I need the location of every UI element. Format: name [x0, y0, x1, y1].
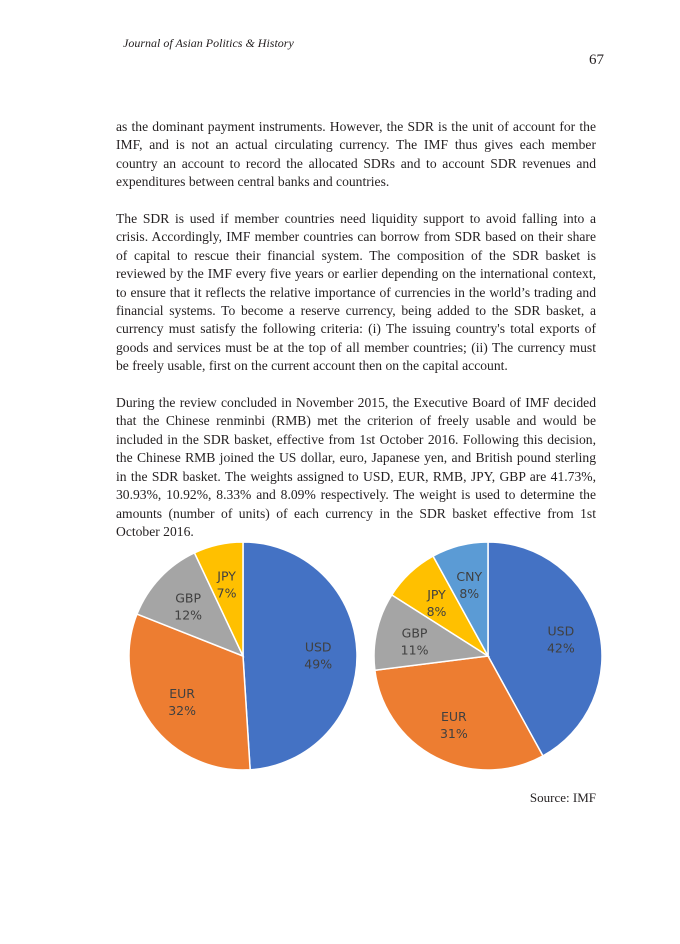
page-number: 67 — [589, 52, 604, 68]
slice-value-eur: 32% — [168, 703, 197, 719]
pie-slice-usd — [243, 542, 357, 770]
slice-value-eur: 31% — [439, 726, 468, 742]
running-head: Journal of Asian Politics & History — [123, 36, 294, 50]
paragraph: The SDR is used if member countries need liquidity support to avoid falling into a crisis. Accordingly, IMF member countries can borrow from SDR based on their share of capital to rescue their financial system. The composition of the SDR basket is reviewed by the IMF every five years or earlier depending on the international context, to ensure that it reflects the relative importance of currencies in the world’s trading and financial systems. To become a reserve currency, being added to the SDR basket, a currency must satisfy the following criteria: (i) The issuing country's total exports of goods and services must be at the top of all member countries; (ii) The currency must be freely usable, first on the current account then on the capital account. — [116, 211, 596, 374]
slice-value-gbp: 11% — [400, 642, 429, 658]
slice-label-eur: EUR — [440, 709, 467, 725]
slice-label-usd: USD — [547, 623, 575, 639]
slice-label-eur: EUR — [169, 686, 195, 702]
slice-label-jpy: JPY — [427, 587, 446, 603]
article-body — [116, 118, 596, 560]
slice-label-gbp: GBP — [175, 590, 202, 606]
slice-value-usd: 42% — [546, 640, 575, 656]
slice-value-gbp: 12% — [174, 607, 203, 623]
slice-value-cny: 8% — [459, 586, 480, 602]
slice-label-usd: USD — [304, 639, 332, 655]
sdr-basket-figure — [116, 530, 606, 780]
paragraph: as the dominant payment instruments. However, the SDR is the unit of account for the IMF, and is not an actual circulating currency. The IMF thus gives each member country an account to record the allocated SDRs and to account SDR revenues and expenditures between central banks and countries. — [116, 119, 596, 190]
pie-chart-sdr-before-2016 — [116, 530, 361, 780]
slice-label-cny: CNY — [456, 569, 483, 585]
slice-label-jpy: JPY — [217, 568, 236, 584]
paragraph: During the review concluded in November 2015, the Executive Board of IMF decided that the Chinese renminbi (RMB) met the criterion of freely usable and would be included in the SDR basket, effective from 1st October 2016. Following this decision, the Chinese RMB joined the US dollar, euro, Japanese yen, and British pound sterling in the SDR basket. The weights assigned to USD, EUR, RMB, JPY, GBP are 41.73%, 30.93%, 10.92%, 8.33% and 8.09% respectively. The weight is used to determine the amounts (number of units) of each currency in the SDR basket effective from 1st October 2016. — [116, 395, 596, 539]
pie-chart-sdr-from-2016 — [361, 530, 606, 780]
source-note: Source: IMF — [529, 790, 596, 805]
slice-value-jpy: 7% — [216, 585, 237, 601]
slice-value-usd: 49% — [304, 656, 333, 672]
slice-label-gbp: GBP — [401, 625, 428, 641]
slice-value-jpy: 8% — [426, 604, 447, 620]
